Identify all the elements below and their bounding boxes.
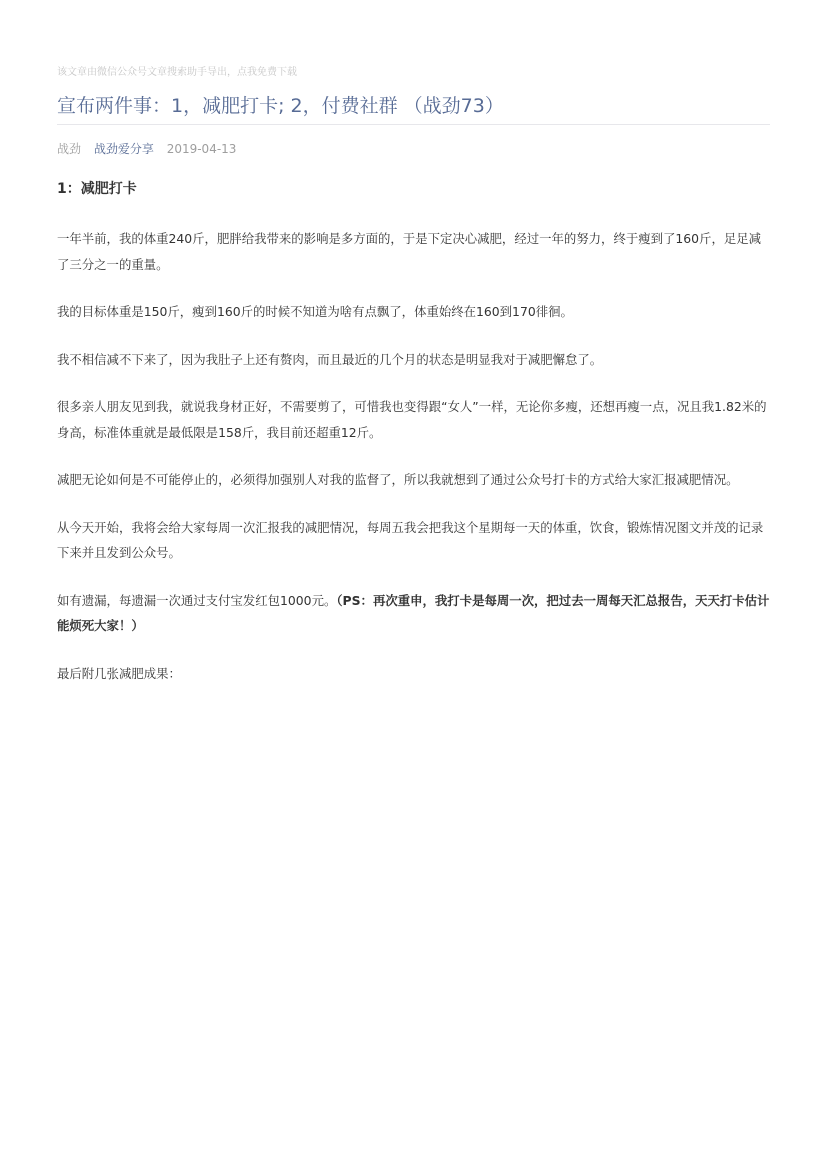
article-meta: [57, 140, 245, 157]
article-body: [57, 226, 773, 708]
article-title: 宣布两件事：1，减肥打卡; 2，付费社群 （战劲73）: [57, 95, 504, 117]
paragraph: 从今天开始，我将会给大家每周一次汇报我的减肥情况，每周五我会把我这个星期每一天的体重，饮食，锻炼情况图文并茂的记录下来并且发到公众号。: [57, 519, 764, 560]
author-name: 战劲: [57, 142, 82, 156]
account-name-link[interactable]: 战劲爱分享: [93, 142, 154, 156]
penalty-text: 如有遗漏，每遗漏一次通过支付宝发红包1000元。: [57, 592, 337, 608]
paragraph: 很多亲人朋友见到我，就说我身材正好，不需要剪了，可惜我也变得跟“女人”一样，无论你多瘦，还想再瘦一点，况且我1.82米的身高，标准体重就是最低限是158斤，我目前还超重12斤。: [57, 399, 767, 440]
title-divider: [57, 124, 770, 125]
closing-paragraph: 最后附几张减肥成果：: [57, 665, 181, 681]
penalty-paragraph: [57, 588, 773, 639]
paragraph: 一年半前，我的体重240斤，肥胖给我带来的影响是多方面的，于是下定决心减肥，经过一年的努力，终于瘦到了160斤，足足减了三分之一的重量。: [57, 231, 762, 272]
paragraph: 我不相信减不下来了，因为我肚子上还有赘肉，而且最近的几个月的状态是明显我对于减肥懈怠了。: [57, 351, 603, 367]
paragraph: 我的目标体重是150斤，瘦到160斤的时候不知道为啥有点飘了，体重始终在160到170徘徊。: [57, 304, 573, 319]
export-notice-link[interactable]: 该文章由微信公众号文章搜索助手导出，点我免费下载: [57, 67, 297, 78]
section-heading: 1：减肥打卡: [57, 181, 137, 197]
penalty-note-bold: （PS：再次重申，我打卡是每周一次，把过去一周每天汇总报告，天天打卡估计能烦死大家！）: [57, 592, 770, 633]
paragraph: 减肥无论如何是不可能停止的，必须得加强别人对我的监督了，所以我就想到了通过公众号打卡的方式给大家汇报减肥情况。: [57, 472, 739, 487]
publish-date: 2019-04-13: [166, 142, 237, 156]
